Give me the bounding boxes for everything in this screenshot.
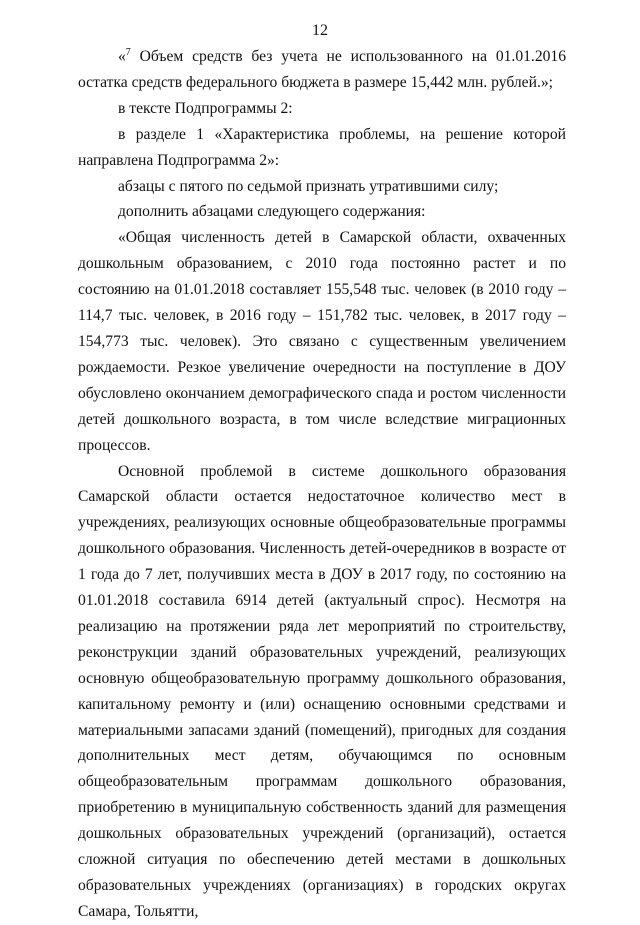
- paragraph-main-problem: Основной проблемой в системе дошкольного образования Самарской области остается недостаточное количество мест в учреждениях, реализующих основные общеобразовательные программы дошкольного образования. Численность детей-очередников в возрасте от 1 года до 7 лет, получивших места в ДОУ в 2017 году, по состоянию на 01.01.2018 составила 6914 детей (актуальный спрос). Несмотря на реализацию на протяжении ряда лет мероприятий по строительству, реконструкции зданий образовательных учреждений, реализующих основную общеобразовательную программу дошкольного образования, капитальному ремонту и (или) оснащению основными средствами и материальными запасами зданий (помещений), пригодных для создания дополнительных мест детям, обучающимся по основным общеобразовательным программам дошкольного образования, приобретению в муниципальную собственность зданий для размещения дошкольных образовательных учреждений (организаций), остается сложной ситуация по обеспечению детей местами в дошкольных образовательных учреждениях (организациях) в городских округах Самара, Тольятти,: [78, 462, 566, 920]
- document-body: [78, 44, 566, 925]
- paragraph-supplement: дополнить абзацами следующего содержания:: [118, 203, 426, 221]
- page-number: 12: [312, 22, 328, 39]
- paragraph-section-1: в разделе 1 «Характеристика проблемы, на решение которой направлена Подпрограмма 2»:: [78, 125, 566, 169]
- paragraph-children-count: «Общая численность детей в Самарской области, охваченных дошкольным образованием, с 2010 года постоянно растет и по состоянию на 01.01.2018 составляет 155,548 тыс. человек (в 2010 году – 114,7 тыс. человек, в 2016 году – 151,782 тыс. человек, в 2017 году – 154,773 тыс. человек). Это связано с существенным увеличением рождаемости. Резкое увеличение очередности на поступление в ДОУ обусловлено окончанием демографического спада и ростом численности детей дошкольного возраста, в том числе вследствие миграционных процессов.: [78, 229, 566, 454]
- paragraph-repeal: абзацы с пятого по седьмой признать утратившими силу;: [118, 177, 499, 195]
- opening-quote: «: [118, 48, 126, 65]
- footnote-marker: 7: [125, 46, 131, 58]
- paragraph-text: Объем средств без учета не использованного на 01.01.2016 остатка средств федерального бюджета в размере 15,442 млн. рублей.»;: [78, 48, 567, 91]
- paragraph-subprogram-2: в тексте Подпрограммы 2:: [118, 99, 293, 117]
- paragraph-footnote-7: [78, 44, 566, 96]
